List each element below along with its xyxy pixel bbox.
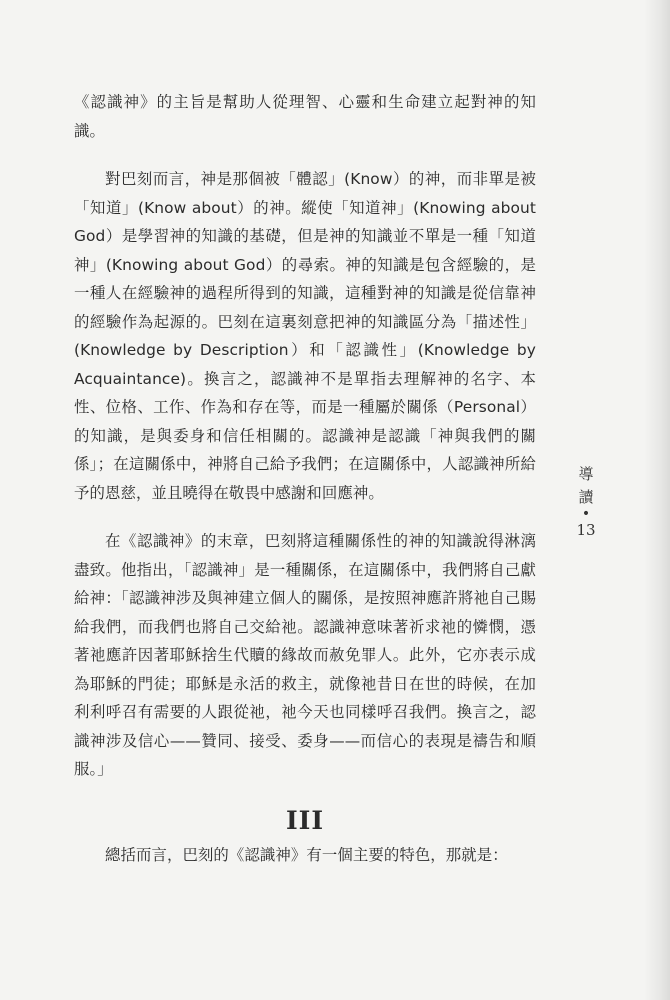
paragraph-final-chapter: 在《認識神》的末章，巴刻將這種關係性的神的知識說得淋漓盡致。他指出，「認識神」是一種關係，在這關係中，我們將自己獻給神：「認識神涉及與神建立個人的關係，是按照神應許將祂自己賜給我們，而我們也將自己交給祂。認識神意味著祈求祂的憐憫，憑著祂應許因著耶穌捨生代贖的緣故而赦免罪人。此外，它亦表示成為耶穌的門徒；耶穌是永活的救主，就像祂昔日在世的時候，在加利利呼召有需要的人跟從祂，祂今天也同樣呼召我們。換言之，認識神涉及信心——贊同、接受、委身——而信心的表現是禱告和順服。」 bbox=[74, 532, 536, 778]
side-running-head bbox=[566, 463, 606, 539]
page-edge-shadow bbox=[644, 0, 670, 1000]
paragraph-knowing-god: 對巴刻而言，神是那個被「體認」(Know）的神，而非單是被「知道」(Know about）的神。縱使「知道神」(Knowing about God）是學習神的知識的基礎，但是神的知識並不單是一種「知道神」(Knowing about God）的尋索。神的知識是包含經驗的，是一種人在經驗神的過程所得到的知識，這種對神的知識是從信靠神的經驗作為起源的。巴刻在這裏刻意把神的知識區分為「描述性」(Knowledge by Description）和「認識性」(Knowledge by Acquaintance)。換言之，認識神不是單指去理解神的名字、本性、位格、工作、作為和存在等，而是一種屬於關係（Personal）的知識，是與委身和信任相關的。認識神是認識「神與我們的關係」；在這關係中，神將自己給予我們；在這關係中，人認識神所給予的恩慈，並且曉得在敬畏中感謝和回應神。 bbox=[74, 170, 536, 502]
side-dot: • bbox=[581, 506, 591, 522]
body-text bbox=[74, 88, 536, 889]
paragraph-summary: 總括而言，巴刻的《認識神》有一個主要的特色，那就是： bbox=[105, 845, 508, 864]
page-number: 13 bbox=[576, 521, 596, 539]
section-heading: III bbox=[285, 805, 325, 835]
side-label-char-1: 導 bbox=[578, 465, 594, 483]
side-label-char-2: 讀 bbox=[578, 488, 594, 506]
paragraph-intro: 《認識神》的主旨是幫助人從理智、心靈和生命建立起對神的知識。 bbox=[74, 93, 536, 140]
